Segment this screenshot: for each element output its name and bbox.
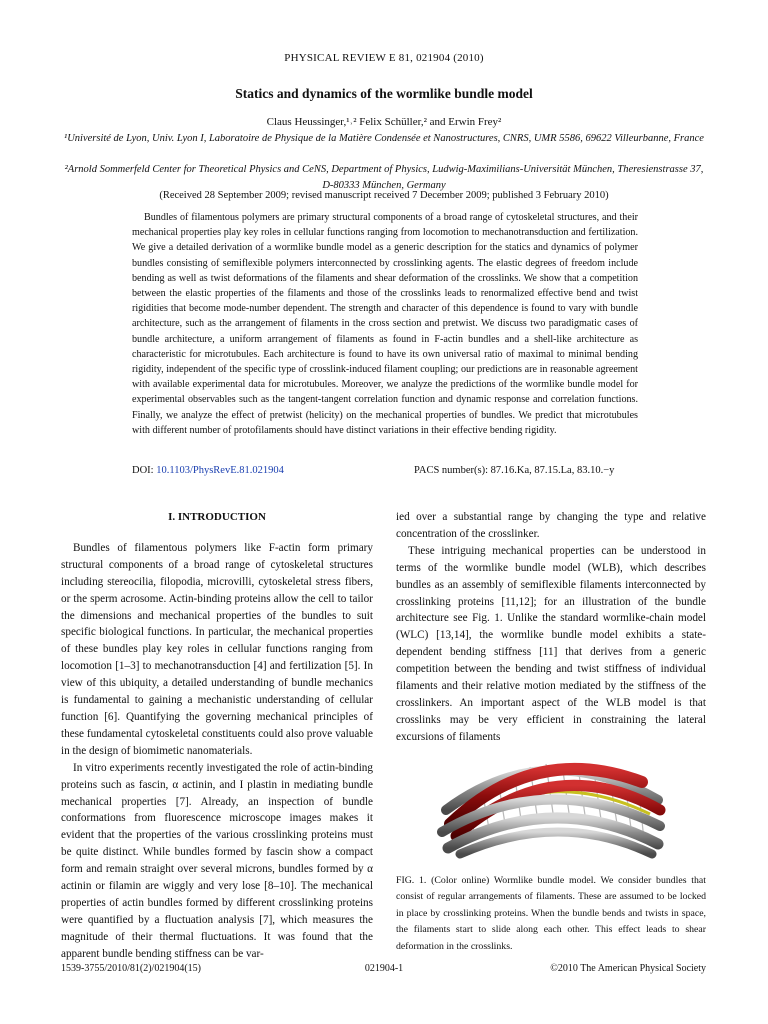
paper-title: Statics and dynamics of the wormlike bundle model xyxy=(235,86,533,101)
section-heading: I. INTRODUCTION xyxy=(168,511,266,523)
bundle-figure xyxy=(436,740,666,860)
doi-line xyxy=(132,465,284,476)
footer-copyright: ©2010 The American Physical Society xyxy=(550,963,706,974)
intro-paragraph-2: In vitro experiments recently investigated the role of actin-binding proteins such as fascin, α actinin, and I plastin in mediating bundle mechanical properties [7]. Already, an inspection of bundle conformations from fluorescence microscope images makes it evident that the properties of the various crosslinking proteins must be quite distinct. While bundles formed by fascin show a compact form and remain straight over several microns, bundles formed by α actinin or filamin are wiggly and very lose [8–10]. The mechanical properties of actin bundles formed by different crosslinking proteins were quantified by a fluctuation analysis [7], which measures the magnitude of their thermal fluctuations. It was found that the apparent bundle bending stiffness can be var- xyxy=(61,761,373,960)
intro-paragraph-3: These intriguing mechanical properties can be understood in terms of the wormlike bundle model (WLB), which describes bundles as an assembly of semiflexible filaments interconnected by crosslinking proteins [11,12]; for an illustration of the bundle architecture see Fig. 1. Unlike the standard wormlike-chain model (WLC) [13,14], the wormlike bundle model exhibits a state-dependent bending stiffness [11] that derives from a generic competition between the bending and twist stiffness of individual filaments and their relative motion mediated by the stiffness of the crosslinkers. An important aspect of the WLB model is that crosslinks may be very efficient in constraining the lateral excursions of filaments xyxy=(396,544,706,743)
pacs-numbers: PACS number(s): 87.16.Ka, 87.15.La, 83.10.−y xyxy=(414,465,615,476)
intro-paragraph-continued: ied over a substantial range by changing the type and relative concentration of the crosslinker. xyxy=(396,511,706,540)
doi-label: DOI: xyxy=(132,465,154,476)
author-list: Claus Heussinger,¹˒² Felix Schüller,² and Erwin Frey² xyxy=(266,116,502,128)
affiliation-2: ²Arnold Sommerfeld Center for Theoretical Physics and CeNS, Department of Physics, Ludwig-Maximilians-Universität München, Theresienstrasse 37, D-80333 München, Germany xyxy=(64,164,704,191)
journal-header: PHYSICAL REVIEW E 81, 021904 (2010) xyxy=(284,52,484,64)
left-column xyxy=(61,509,373,963)
affiliation-1: ¹Université de Lyon, Univ. Lyon I, Laboratoire de Physique de la Matière Condensée et Nanostructures, CNRS, UMR 5586, 69622 Villeurbanne, France xyxy=(64,133,704,144)
abstract: Bundles of filamentous polymers are primary structural components of a broad range of cytoskeletal structures, and their mechanical properties play key roles in cellular functions ranging from locomotion to mechanotransduction and fertilization. We give a detailed derivation of a wormlike bundle model as a generic description for the statics and dynamics of polymer bundles consisting of semiflexible polymers interconnected by crosslinking agents. The elastic degrees of freedom include bending as well as twist deformations of the filaments and shear deformation of the crosslinks. We show that a competition between the elastic properties of the filaments and those of the crosslinks leads to renormalized effective bend and twist rigidities that become mode-number dependent. The strength and character of this dependence is found to vary with bundle architecture, such as the arrangement of filaments in the cross section and pretwist. We discuss two paradigmatic cases of bundle architecture, a uniform arrangement of filaments as found in F-actin bundles and a shell-like architecture as characteristic for microtubules. Each architecture is found to have its own universal ratio of maximal to minimal bending rigidity, independent of the specific type of crosslink-induced filament coupling; our predictions are in reasonable agreement with available experimental data for microtubules. Moreover, we analyze the predictions of the wormlike bundle model for experimental observables such as the tangent-tangent correlation function and dynamic response and correlation functions. Finally, we analyze the effect of pretwist (helicity) on the mechanical properties of bundles. We predict that microtubules with different number of protofilaments should have distinct variations in their effective bending rigidity. xyxy=(132,212,638,436)
intro-paragraph-1: Bundles of filamentous polymers like F-actin form primary structural components of a broad range of cytoskeletal structures including stereocilia, filopodia, microvilli, cytoskeletal stress fibers, or the sperm acrosome. Actin-binding proteins allow the cell to tailor the dimensions and mechanical properties of the bundles to suit specific biological functions. In particular, the mechanical properties of these bundles play key roles in cellular functions ranging from locomotion [1–3] to mechanotransduction [4] and fertilization [5]. In view of this ubiquity, a detailed understanding of bundle mechanics is fundamental to gaining a mechanistic understanding of cellular function [6]. Quantifying the governing mechanical principles of these fundamental cytoskeletal constituents could also prove valuable in the design of biomimetic nanomaterials. xyxy=(61,541,373,757)
received-dates: (Received 28 September 2009; revised manuscript received 7 December 2009; published 3 February 2010) xyxy=(159,190,609,201)
figure-caption: FIG. 1. (Color online) Wormlike bundle model. We consider bundles that consist of regular arrangements of filaments. These are assumed to be locked in place by crosslinking proteins. When the bundle bends and twists in space, the filaments start to slide along each other. This effect leads to shear deformation in the crosslinks. xyxy=(396,875,706,952)
doi-link[interactable]: 10.1103/PhysRevE.81.021904 xyxy=(156,465,284,476)
footer-issn: 1539-3755/2010/81(2)/021904(15) xyxy=(61,963,201,974)
right-column xyxy=(396,509,706,746)
footer-page-number: 021904-1 xyxy=(364,963,404,974)
